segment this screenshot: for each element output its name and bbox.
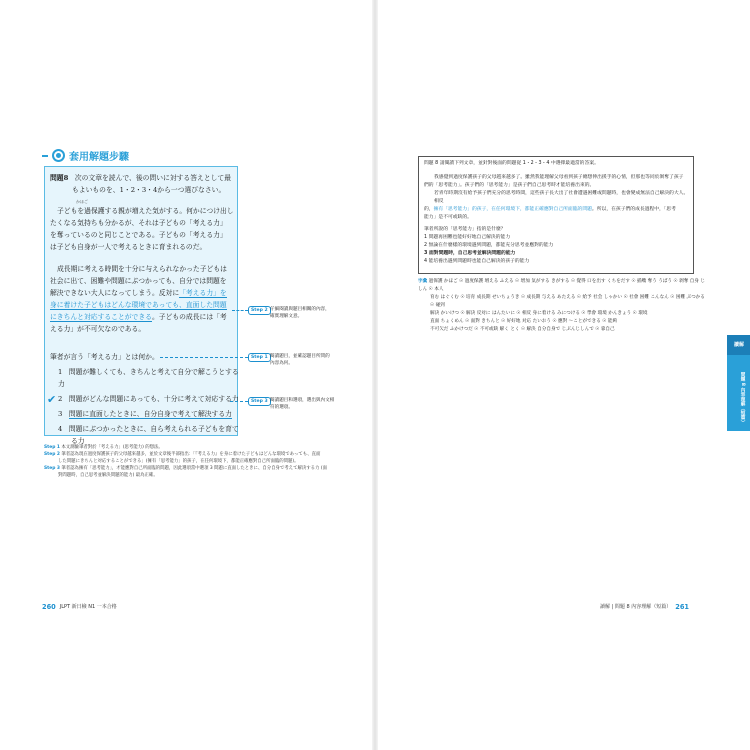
step1-tag: Step 1 [248,353,271,362]
question-prompt: 筆者が言う「考える力」とは何か。 [50,353,159,361]
translation-question: 筆者所說的「思考能力」指的是什麼？ [424,227,506,232]
passage-paragraph-2: 成長期に考える時間を十分に与えられなかった子どもは 社会に出て、困難や問題にぶつかっても、自分では問題を 解決できない大人になってしまう。反対に「考える力」を 身に着けた子どもはどんな環境であっても、直面した問題 にきちんと対応することができる。子どもの成長には「考 える力」が不可欠なのである。 [50,265,227,333]
explanation-notes: Step 1 本文測驗筆者對於「考える力」(思考能力) 的想法。 Step 2 筆者認為現在過度保護孩子的父母越來越多，並於文章後半部指出：「『考える力』を身に着けた子どもはどんな環境であっても、直面 した問題にきちんと対応することができる」(擁有「思考能力」的孩子，在任何環境下，都能正確應對自己所面臨的問題)。 Step 3 筆者認為擁有「思考能力」，才能應對自己所面臨的問題，因此選項當中選項 3 問題に直面したときに、自分自身で考えて解決する力 (面 對問題時，自己思考並解決問題的能力) 最為正確。 [44,445,327,478]
section-header [42,148,129,163]
key-sentence-2: 身に着けた子どもはどんな環境であっても、直面した問題 [50,301,227,309]
question-instruction: 問題8 次の文章を読んで、後の問いに対する答えとして最 もよいものを、1・2・3・4から一つ選びなさい。 [50,174,232,194]
vocab-list: 字彙 過保護 かほご ☉ 過度保護 増える ふえる ☉ 增加 気がする きがする ☉ 覺得 口を出す くちをだす ☉ 插嘴 奪う うばう ☉ 剝奪 自身 じしん ☉ 本人 育む はぐくむ ☉ 培育 成長期 せいちょうき ☉ 成長期 与える あたえる ☉ 給予 社会 しゃかい ☉ 社會 困難 こんなん ☉ 困難 ぶつかる ☉ 碰到 解決 かいけつ ☉ 解決 反対に はんたいに ☉ 相反 身に着ける みにつける ☉ 學會 環境 かんきょう ☉ 環境 直面 ちょくめん ☉ 面對 きちんと ☉ 好好地 対応 たいおう ☉ 應對 ～ことができる ☉ 能夠 不可欠だ ふかけつだ ☉ 不可或缺 解く とく ☉ 解決 自分自身で じぶんじしんで ☉ 靠自己 [418,279,706,332]
correct-option-text: 問題に直面したときに、自分自身で考えて解決する力 [68,410,232,418]
step3-arrow [230,401,248,402]
translation-text: 問題 8 請閱讀下列文章，並針對後面的問題從 1・2・3・4 中選擇最適當的答案。 我感覺到過度保護孩子的父母越來越多了。雖然我能理解父母看到孩子總想伸出援手的心情，但那也等同於剝奪了孩子 們的「思考能力」。孩子們的「思考能力」是孩子們自己思考時才能培養出來的。 若青年時期沒有給予孩子們充分的思考時間，這些孩子長大出了社會遭遇困難或問題時，也會變成無法自己解決的大人。相反 的，擁有「思考能力」的孩子，在任何環境下，都能正確應對自己所面臨的問題。所以，在孩子們的成長過程中，「思考 能力」是不可或缺的。 筆者所說的「思考能力」指的是什麼？ 1 問題再困難也能好好地自己解決的能力 2 無論在什麼樣的環境遇到問題，都能充分思考並應對的能力 3 面對問題時，自己思考並解決問題的能力 4 能培養出遇到問題時也能自己解決的孩子的能力 [424,161,689,264]
translation-title: 問題 8 請閱讀下列文章，並針對後面的問題從 1・2・3・4 中選擇最適當的答案。 [424,161,599,166]
key-sentence-1: 「考える力」を [179,289,227,297]
right-footer [600,603,689,611]
key-sentence-3: にきちんと対応することができる [50,313,152,321]
step1-arrow [160,357,248,358]
chapter-tab-label: 讀解 [733,342,744,348]
step2-note: 仔細閱讀與題目相關的內容， 確實理解文意。 [270,307,330,319]
section-footer-title: 讀解 | 問題 8 內容理解（短篇） [600,604,672,610]
answer-options: 1 問題が難しくても、きちんと考えて自分で解こうとする力 2 問題がどんな問題にあっても、十分に考えて対応する力 3 問題に直面したときに、自分自身で考えて解決する力 4 問題にぶつかったときに、自ら考えられる子どもを育て る力 [58,368,239,445]
step3-tag: Step 3 [248,397,271,406]
chapter-tab-text: 問題 8 內容理解（短篇） [740,372,745,425]
section-title: 套用解題步驟 [69,152,129,163]
page-number-right: 261 [675,603,689,611]
ruby-text: かほご [76,199,88,204]
vocab-tag: 字彙 [418,279,428,284]
step1-note: 閱讀題目，並確認題目所問的 內容為何。 [270,354,330,366]
header-dash [42,155,48,157]
book-title: JLPT 新日檢 N1 一本合格 [59,604,117,610]
book-gutter [372,0,378,750]
step2-arrow [232,310,248,311]
step2-tag: Step 2 [248,306,271,315]
left-footer [42,603,117,611]
step3-note: 閱讀題目和選項，選出與內文相 符的選項。 [270,398,335,410]
translation-correct-option: 3 面對問題時，自己思考並解決問題的能力 [424,251,516,256]
passage-paragraph-1: 子どもを過保護する親が増えた気がする。何かにつけ出し たくなる気持ちも分かるが、それは子どもの「考える力」 を奪っているのと同じことである。子どもの「考える力」 は子ども自身が一人で考えるときに育まれるのだ。 [50,207,234,251]
translation-key-sentence: 擁有「思考能力」的孩子，在任何環境下，都能正確應對自己所面臨的問題 [433,207,592,212]
check-icon: ✔ [47,393,57,406]
target-icon [52,149,65,162]
page-number-left: 260 [42,603,56,611]
question-number: 問題8 [50,174,69,182]
